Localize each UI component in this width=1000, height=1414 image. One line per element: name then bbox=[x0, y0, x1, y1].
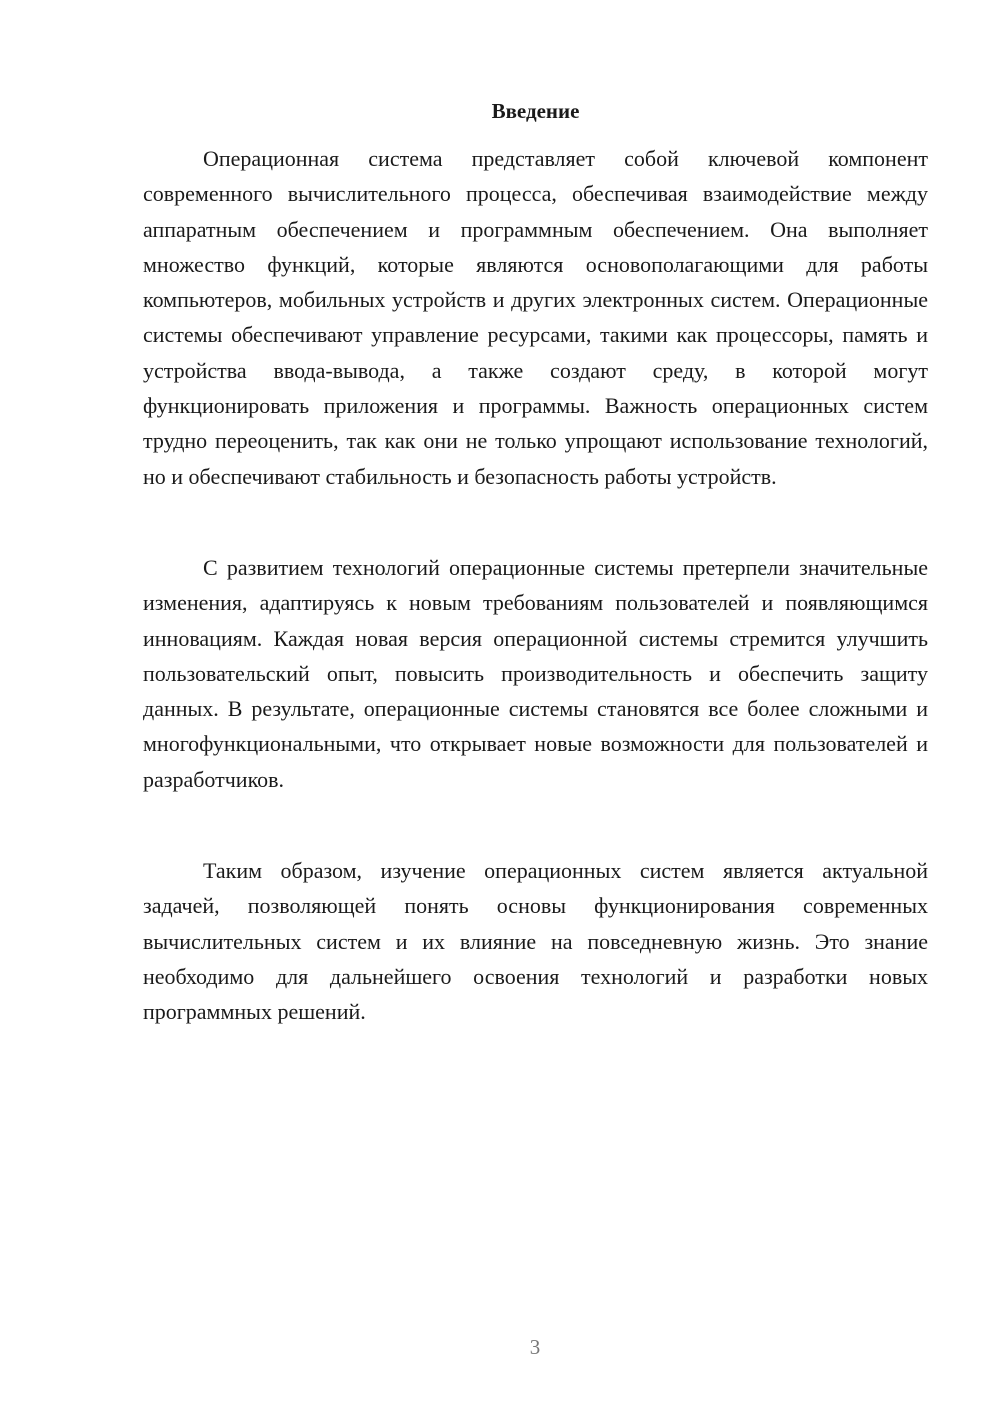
page-number: 3 bbox=[529, 1335, 541, 1359]
paragraph-development: С развитием технологий операционные системы претерпели значительные изменения, адаптируясь к новым требованиям пользователей и появляющимся инновациям. Каждая новая версия операционной системы стремится улучшить пользовательский опыт, повысить производительность и обеспечить защиту данных. В результате, операционные системы становятся все более сложными и многофункциональными, что открывает новые возможности для пользователей и разработчиков. bbox=[143, 555, 928, 792]
paragraph-conclusion: Таким образом, изучение операционных систем является актуальной задачей, позволяющей понять основы функционирования современных вычислительных систем и их влияние на повседневную жизнь. Это знание необходимо для дальнейшего освоения технологий и разработки новых программных решений. bbox=[143, 858, 928, 1025]
page-title: Введение bbox=[491, 99, 580, 123]
paragraph-intro: Операционная система представляет собой ключевой компонент современного вычислительного процесса, обеспечивая взаимодействие между аппаратным обеспечением и программным обеспечением. Она выполняет множество функций, которые являются основополагающими для работы компьютеров, мобильных устройств и других электронных систем. Операционные системы обеспечивают управление ресурсами, такими как процессоры, память и устройства ввода-вывода, а также создают среду, в которой могут функционировать приложения и программы. Важность операционных систем трудно переоценить, так как они не только упрощают использование технологий, но и обеспечивают стабильность и безопасность работы устройств. bbox=[143, 146, 928, 489]
